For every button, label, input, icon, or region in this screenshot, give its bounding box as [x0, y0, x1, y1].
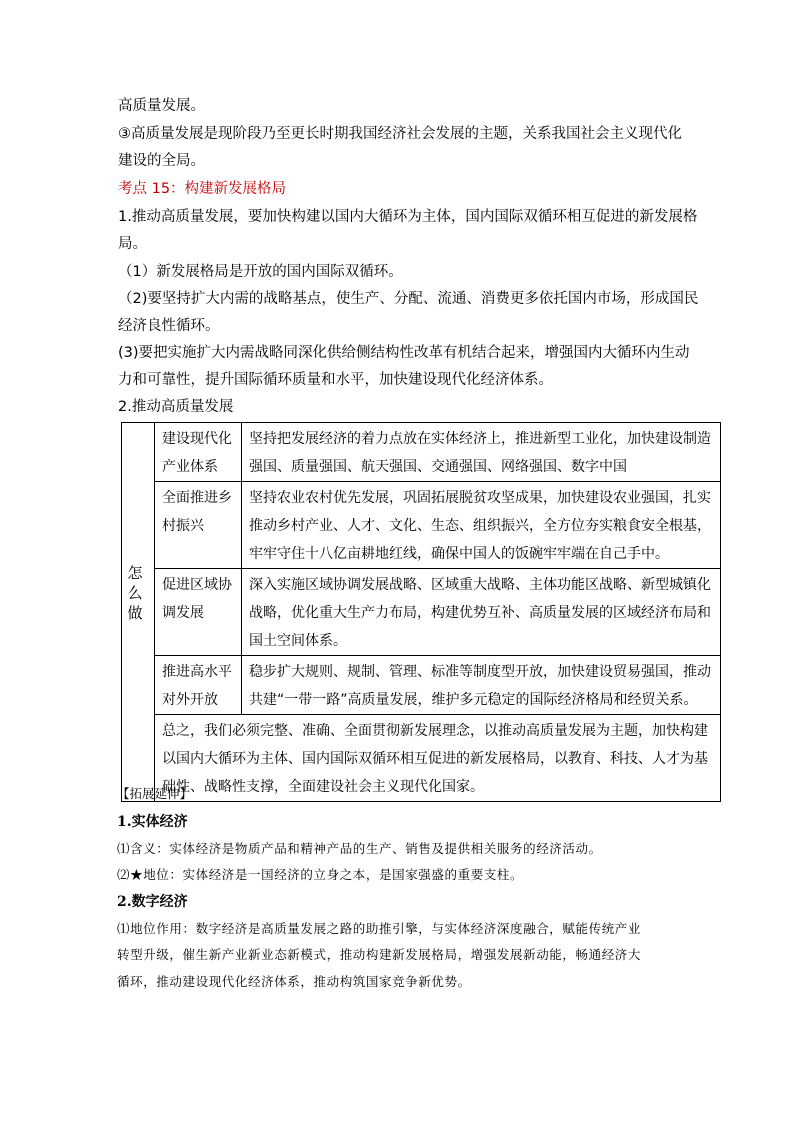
- table-category-cell: [155, 482, 242, 569]
- extension-item: ⑴地位作用：数字经济是高质量发展之路的助推引擎，与实体经济深度融合，赋能传统产业: [117, 921, 642, 936]
- category-line: 村振兴: [162, 518, 204, 534]
- extension-item: 循环，推动建设现代化经济体系，推动构筑国家竞争新优势。: [117, 974, 471, 989]
- description-line: 推动乡村产业、人才、文化、生态、组织振兴，全方位夯实粮食安全根基，: [249, 518, 711, 534]
- description-line: 强国、质量强国、航天强国、交通强国、网络强国、数字中国: [249, 459, 627, 475]
- extension-heading: 【拓展延伸】: [117, 786, 193, 801]
- summary-line: 以国内大循环为主体、国内国际双循环相互促进的新发展格局，以教育、科技、人才为基: [162, 751, 708, 767]
- category-line: 对外开放: [162, 692, 218, 708]
- description-line: 国土空间体系。: [249, 633, 347, 649]
- description-line: 坚持农业农村优先发展，巩固拓展脱贫攻坚成果，加快建设农业强国，扎实: [249, 490, 711, 506]
- category-line: 产业体系: [162, 459, 218, 475]
- extension-item: ⑴含义：实体经济是物质产品和精神产品的生产、销售及提供相关服务的经济活动。: [117, 841, 602, 856]
- paragraph-line: 局。: [118, 236, 147, 252]
- category-line: 推进高水平: [162, 664, 232, 680]
- sub-point-line: 经济良性循环。: [118, 318, 220, 334]
- sub-point-line: （2)要坚持扩大内需的战略基点，使生产、分配、流通、消费更多依托国内市场，形成国民: [118, 291, 699, 307]
- side-char: 怎: [127, 564, 143, 582]
- extension-item: 转型升级，催生新产业新业态新模式，推动构建新发展格局，增强发展新动能，畅通经济大: [117, 947, 642, 962]
- table-category-cell: [155, 569, 242, 656]
- table-category-cell: [155, 423, 242, 482]
- subsection-heading: 1.实体经济: [117, 814, 188, 830]
- side-char: 做: [127, 604, 143, 622]
- table-description-cell: [242, 656, 721, 715]
- table-category-cell: [155, 656, 242, 715]
- description-line: 稳步扩大规则、规制、管理、标准等制度型开放，加快建设贸易强国，推动: [249, 664, 711, 680]
- paragraph-line: 2.推动高质量发展: [118, 399, 234, 415]
- table-summary-cell: [155, 715, 721, 802]
- category-line: 全面推进乡: [162, 490, 232, 506]
- description-line: 深入实施区域协调发展战略、区域重大战略、主体功能区战略、新型城镇化: [249, 577, 711, 593]
- paragraph-line: 高质量发展。: [118, 98, 205, 114]
- side-char: 么: [127, 584, 143, 602]
- summary-line: 总之，我们必须完整、准确、全面贯彻新发展理念，以推动高质量发展为主题，加快构建: [162, 723, 708, 739]
- summary-line: 础性、战略性支撑，全面建设社会主义现代化国家。: [162, 779, 484, 795]
- table-side-label: [122, 423, 155, 802]
- sub-point-line: 力和可靠性，提升国际循环质量和水平，加快建设现代化经济体系。: [118, 372, 553, 388]
- subsection-heading: 2.数字经济: [117, 894, 188, 910]
- section-heading: 考点 15：构建新发展格局: [118, 181, 287, 197]
- category-line: 促进区域协: [162, 577, 232, 593]
- table-description-cell: [242, 482, 721, 569]
- description-line: 战略，优化重大生产力布局，构建优势互补、高质量发展的区域经济布局和: [249, 605, 711, 621]
- how-to-table: [121, 422, 721, 802]
- paragraph-line: 1.推动高质量发展，要加快构建以国内大循环为主体，国内国际双循环相互促进的新发展格: [118, 209, 698, 225]
- category-line: 建设现代化: [162, 431, 232, 447]
- point-3-line: ③高质量发展是现阶段乃至更长时期我国经济社会发展的主题，关系我国社会主义现代化: [118, 126, 682, 142]
- sub-point-line: (3)要把实施扩大内需战略同深化供给侧结构性改革有机结合起来，增强国内大循环内生动: [118, 345, 690, 361]
- extension-item: ⑵★地位：实体经济是一国经济的立身之本，是国家强盛的重要支柱。: [117, 867, 524, 882]
- table-description-cell: [242, 423, 721, 482]
- table-description-cell: [242, 569, 721, 656]
- point-3-line: 建设的全局。: [118, 153, 205, 169]
- description-line: 牢牢守住十八亿亩耕地红线，确保中国人的饭碗牢牢端在自己手中。: [249, 546, 669, 562]
- sub-point-line: （1）新发展格局是开放的国内国际双循环。: [118, 264, 403, 280]
- category-line: 调发展: [162, 605, 204, 621]
- description-line: 共建“一带一路”高质量发展，维护多元稳定的国际经济格局和经贸关系。: [249, 692, 698, 708]
- description-line: 坚持把发展经济的着力点放在实体经济上，推进新型工业化，加快建设制造: [249, 431, 711, 447]
